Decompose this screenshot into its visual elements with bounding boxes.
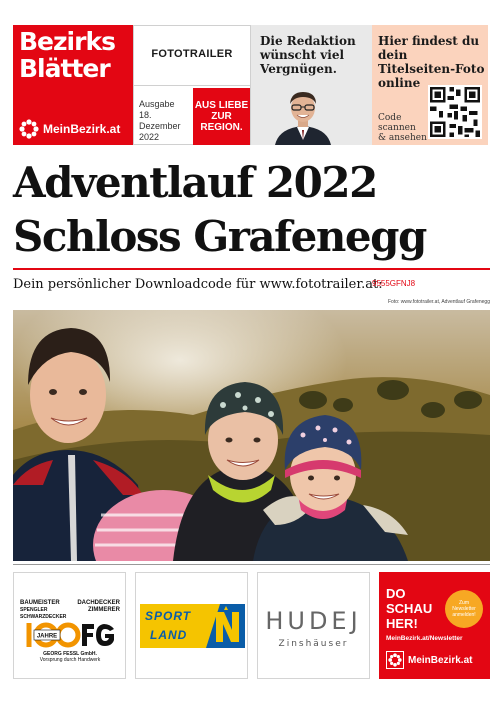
qr-code[interactable] — [428, 85, 482, 139]
headline-line-1: Adventlauf 2022 — [13, 158, 377, 207]
slogan-line-2: ZUR — [211, 111, 232, 122]
meinbezirk-site[interactable] — [19, 119, 120, 139]
sponsor-hudej[interactable] — [257, 572, 370, 679]
fessl-trade-2: DACHDECKER — [77, 600, 120, 606]
headline-line-2: Schloss Grafenegg — [13, 212, 426, 261]
slogan-line-1: AUS LIEBE — [194, 100, 249, 111]
qr-note: Hier findest du dein Titelseiten-Foto online — [378, 34, 485, 90]
fessl-company — [20, 651, 120, 663]
newsletter-promo[interactable] — [379, 572, 490, 679]
flower-icon — [19, 119, 39, 139]
sponsor-sportland[interactable] — [135, 572, 248, 679]
issue-line-2: 18. Dezember — [139, 110, 181, 131]
promo-line-2: SCHAU — [386, 601, 433, 616]
meinbezirk-label: MeinBezirk.at — [43, 122, 121, 136]
slogan-box — [193, 88, 250, 145]
qr-label-3: & ansehen — [378, 133, 427, 143]
fessl-trades — [20, 600, 120, 621]
flower-icon — [386, 651, 404, 669]
newsletter-link[interactable]: MeinBezirk.at/Newsletter — [386, 635, 463, 642]
fessl-company-name: GEORG FESSL GmbH. — [43, 651, 97, 657]
fessl-trade-4: ZIMMERER — [88, 607, 120, 613]
download-code-text: Dein persönlicher Downloadcode für www.fototrailer.at: — [13, 277, 383, 292]
photo-credit: Foto: www.fototrailer.at, Adventlauf Grafenegg — [387, 299, 490, 305]
sportland-word-1: SPORT — [145, 609, 192, 623]
cover-photo — [13, 310, 490, 561]
badge-line-3: anmelden! — [452, 612, 476, 618]
qr-instruction — [378, 113, 428, 143]
promo-site-label: MeinBezirk.at — [408, 654, 473, 666]
editor-portrait — [273, 84, 333, 145]
badge-line-1: Zum — [459, 600, 469, 606]
sportland-word-2: LAND — [150, 628, 188, 642]
headline-divider — [13, 268, 490, 270]
qr-label-1: Code — [378, 113, 402, 123]
fototrailer-label: FOTOTRAILER — [151, 48, 233, 60]
logo-line-1: Bezirks — [19, 27, 115, 56]
sponsor-fessl[interactable] — [13, 572, 126, 679]
fessl-trade-3: SPENGLER — [20, 607, 48, 613]
svg-text:JAHRE: JAHRE — [36, 633, 58, 640]
promo-line-1: DO — [386, 586, 406, 601]
fessl-tagline: Vorsprung durch Handwerk — [39, 657, 101, 663]
qr-box — [372, 25, 488, 145]
fessl-trade-1: BAUMEISTER — [20, 600, 60, 606]
download-code: 9555GFNJ8 — [372, 279, 416, 288]
bezirksblaetter-logo[interactable] — [13, 25, 133, 145]
fototrailer-box — [133, 25, 251, 145]
fessl-logo-icon — [24, 621, 116, 649]
promo-site[interactable] — [386, 651, 472, 669]
issue-line-3: 2022 — [139, 132, 160, 142]
issue-date — [139, 99, 191, 143]
badge-line-2: Newsletter — [452, 606, 476, 612]
hudej-sub: Zinshäuser — [278, 639, 349, 649]
promo-line-3: HER! — [386, 616, 418, 631]
hudej-logo: HUDEJ — [265, 607, 362, 635]
issue-line-1: Ausgabe — [139, 99, 175, 109]
photo-divider — [13, 564, 490, 565]
divider — [134, 85, 250, 86]
editor-note: Die Redaktion wünscht viel Vergnügen. — [260, 34, 356, 76]
editor-box — [251, 25, 372, 145]
qr-label-2: scannen — [378, 123, 416, 133]
slogan-line-3: REGION. — [200, 122, 243, 133]
newsletter-badge[interactable] — [445, 590, 483, 628]
logo-line-2: Blätter — [19, 54, 110, 83]
fessl-trade-5: SCHWARZDECKER — [20, 614, 67, 620]
